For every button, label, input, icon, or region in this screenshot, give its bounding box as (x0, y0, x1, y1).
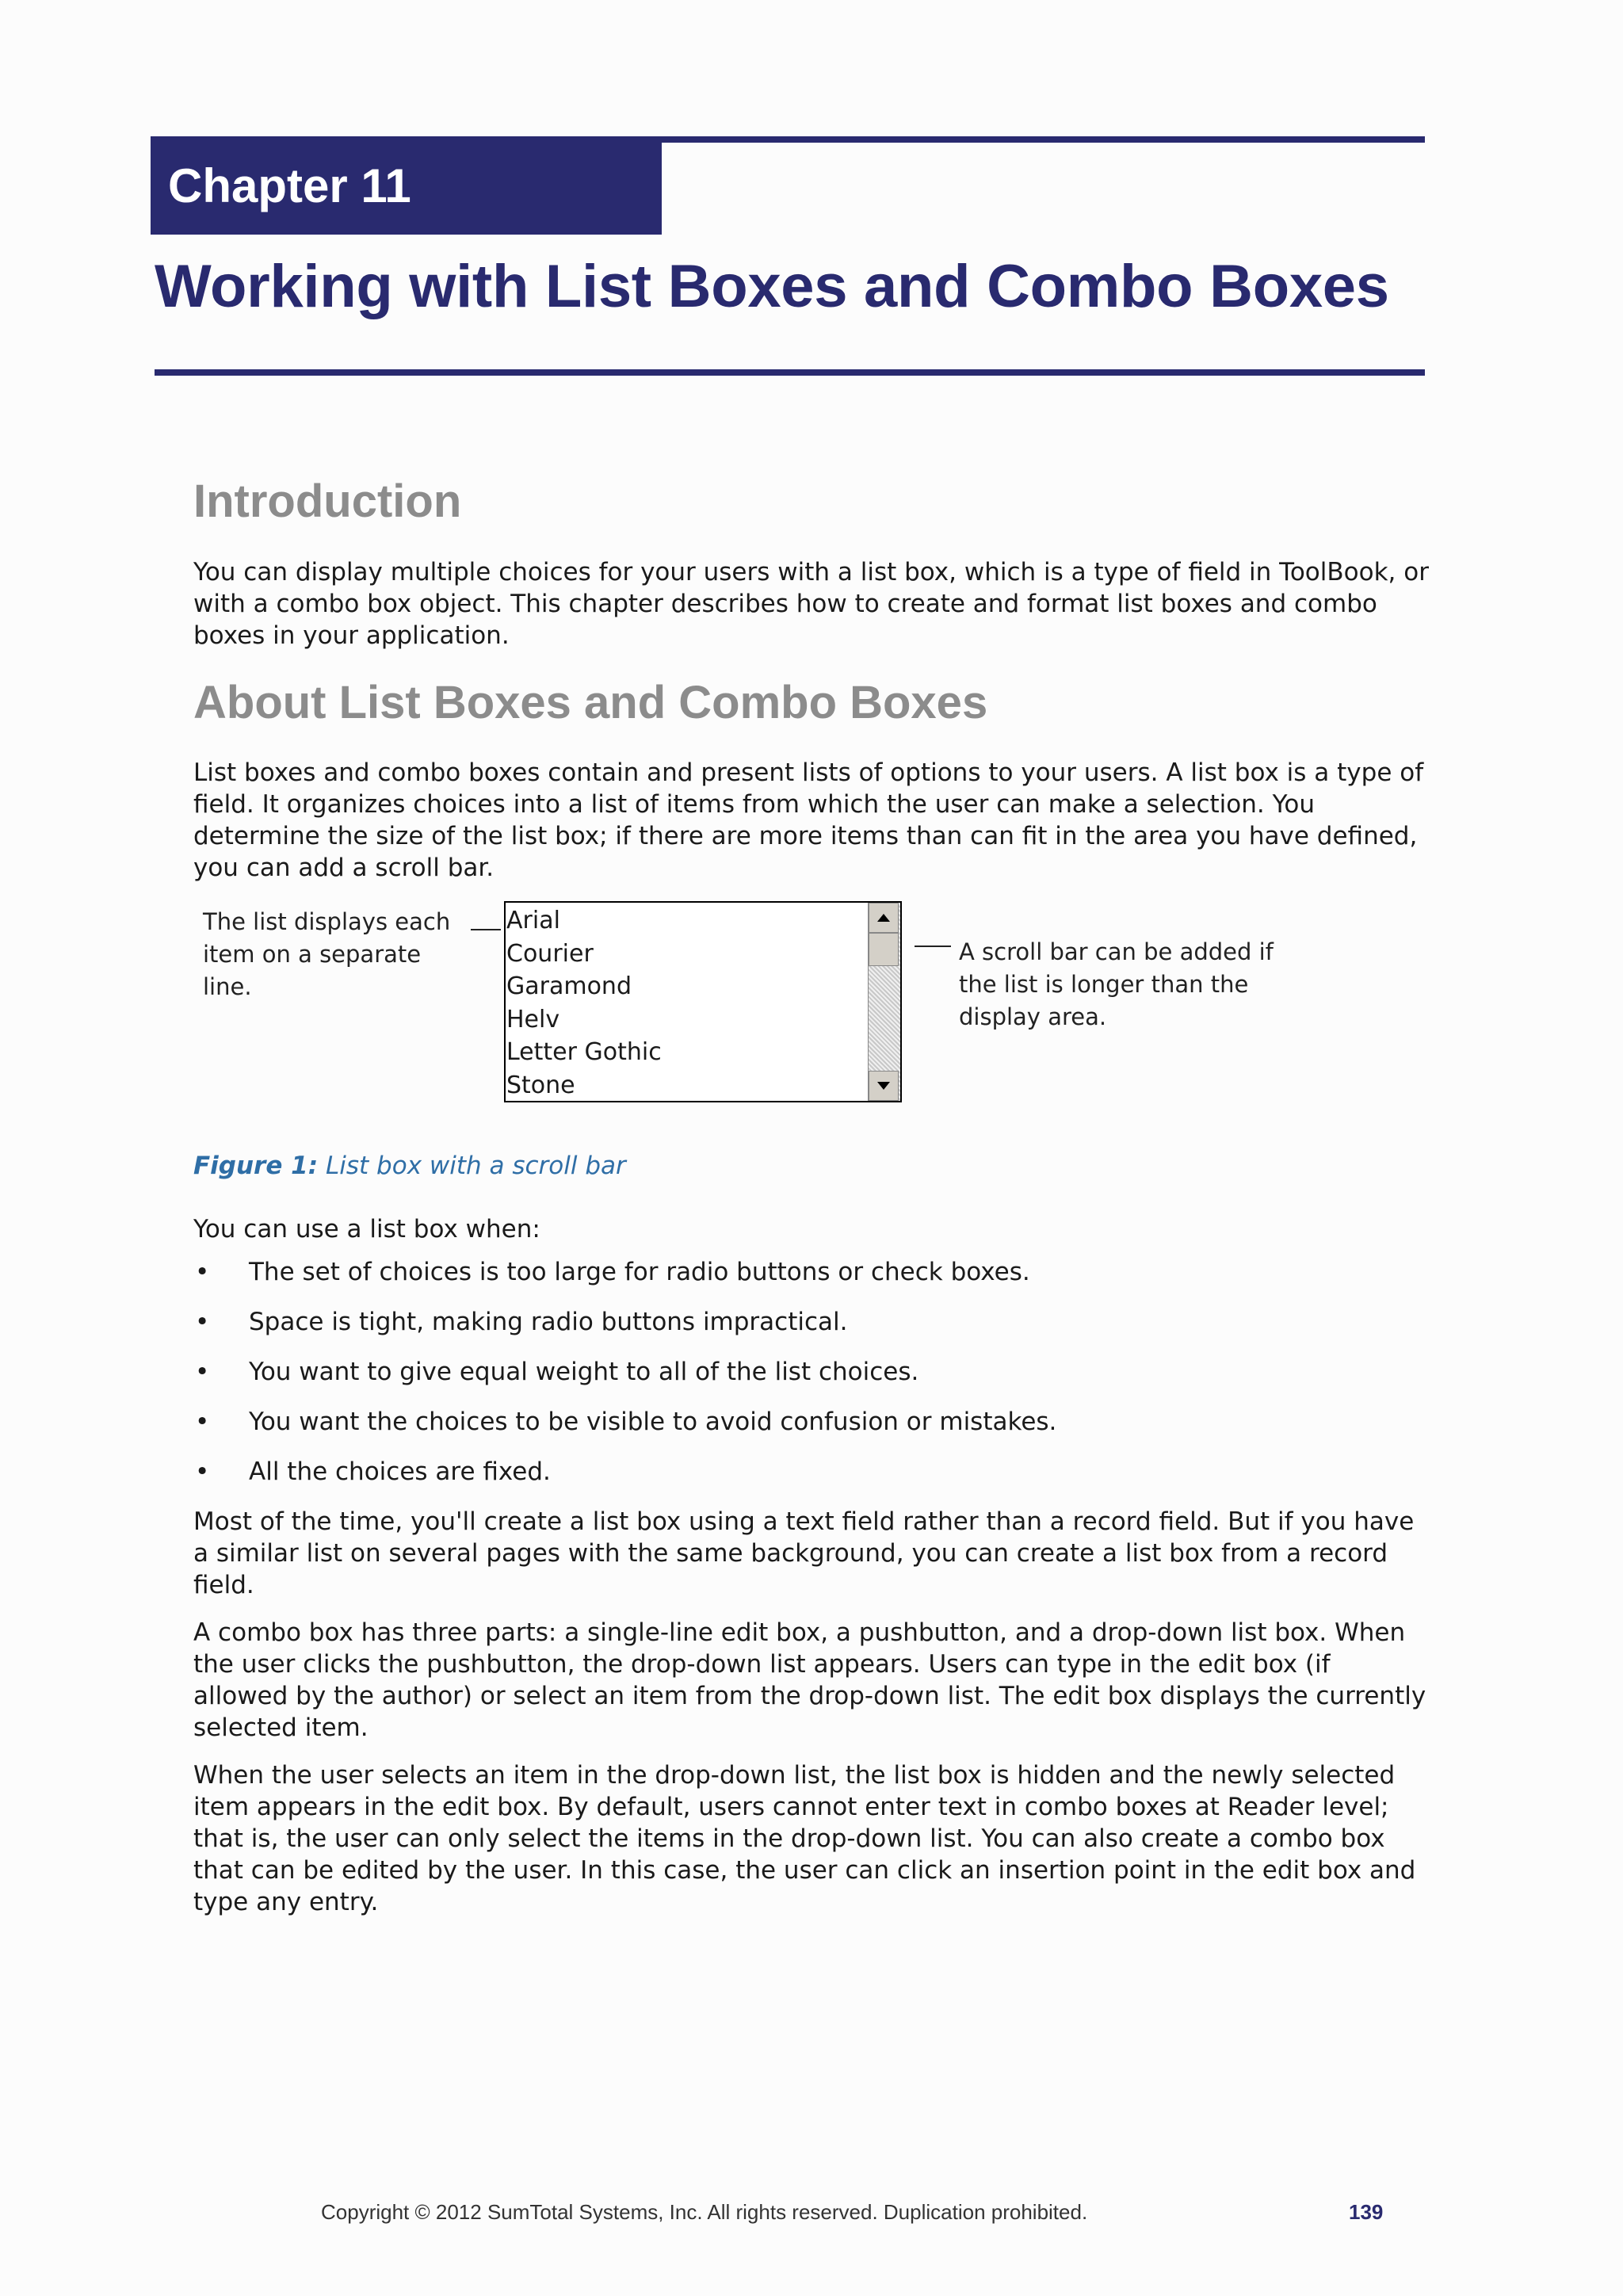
figure-caption-text: List box with a scroll bar (326, 1152, 626, 1181)
title-rule (155, 369, 1425, 376)
figure-caption (193, 1150, 1430, 1182)
page-content (193, 474, 1430, 1934)
about-section (193, 675, 1430, 1919)
list-item: • You want to give equal weight to all of the list choices. (193, 1356, 1430, 1388)
page-number: 139 (1349, 2200, 1384, 2224)
chapter-banner (151, 136, 662, 235)
use-cases-list (193, 1256, 1430, 1488)
record-field-paragraph: Most of the time, you'll create a list box using a text field rather than a record field. But if you have a similar list on several pages with the same background, you can create a list box from a record field. (193, 1507, 1415, 1600)
about-heading: About List Boxes and Combo Boxes (193, 676, 988, 728)
list-item: • The set of choices is too large for radio buttons or check boxes. (193, 1256, 1430, 1288)
arrow-down-icon (877, 1082, 890, 1090)
use-intro: You can use a list box when: (193, 1215, 540, 1244)
list-item[interactable]: Arial (506, 907, 560, 935)
list-item[interactable]: Courier (506, 939, 594, 968)
left-callout: The list displays each item on a separate line. (203, 908, 451, 1001)
figure-label: Figure 1: (193, 1152, 319, 1181)
list-item[interactable]: Helv (506, 1005, 560, 1033)
list-item: • You want the choices to be visible to avoid confusion or mistakes. (193, 1406, 1430, 1438)
list-item: • Space is tight, making radio buttons impractical. (193, 1306, 1430, 1338)
chapter-title: Working with List Boxes and Combo Boxes (155, 253, 1389, 320)
left-leader-line (471, 929, 501, 930)
introduction-heading: Introduction (193, 476, 462, 527)
list-item[interactable]: Garamond (506, 972, 632, 1001)
list-item: • All the choices are fixed. (193, 1456, 1430, 1488)
top-rule (662, 136, 1425, 143)
right-leader-line (915, 946, 951, 947)
arrow-up-icon (877, 914, 890, 922)
right-callout: A scroll bar can be added if the list is longer than the display area. (959, 938, 1274, 1031)
chapter-label: Chapter 11 (168, 159, 411, 212)
vertical-scrollbar[interactable] (868, 903, 900, 1101)
font-list-box[interactable] (504, 901, 902, 1102)
about-paragraph: List boxes and combo boxes contain and present lists of options to your users. A list box is a type of field. It organizes choices into a list of items from which the user can make a selection. You determine the size of the list box; if there are more items than can fit in the area you have defined, you can add a scroll bar. (193, 758, 1424, 883)
copyright-text: Copyright © 2012 SumTotal Systems, Inc. All rights reserved. Duplication prohibited. (321, 2200, 1088, 2224)
scroll-down-button[interactable] (869, 1071, 899, 1101)
introduction-paragraph: You can display multiple choices for your users with a list box, which is a type of field in ToolBook, or with a combo box object. This chapter describes how to create and format list boxes and combo boxes in your application. (193, 557, 1429, 650)
scroll-thumb[interactable] (869, 933, 899, 966)
scroll-up-button[interactable] (869, 903, 899, 933)
drop-down-paragraph: When the user selects an item in the drop-down list, the list box is hidden and the newly selected item appears in the edit box. By default, users cannot enter text in combo boxes at Reader level; that is, the user can only select the items in the drop-down list. You can also create a combo box that can be edited by the user. In this case, the user can click an insertion point in the edit box and type any entry. (193, 1761, 1416, 1917)
list-item[interactable]: Stone (506, 1071, 575, 1099)
list-box-figure (193, 901, 1430, 1133)
page-footer (0, 2200, 1623, 2232)
combo-box-paragraph: A combo box has three parts: a single-line edit box, a pushbutton, and a drop-down list box. When the user clicks the pushbutton, the drop-down list appears. Users can type in the edit box (if allowed by the author) or select an item from the drop-down list. The edit box displays the currently selected item. (193, 1618, 1426, 1743)
introduction-section (193, 474, 1430, 651)
list-items (506, 903, 869, 1101)
list-item[interactable]: Letter Gothic (506, 1038, 662, 1067)
